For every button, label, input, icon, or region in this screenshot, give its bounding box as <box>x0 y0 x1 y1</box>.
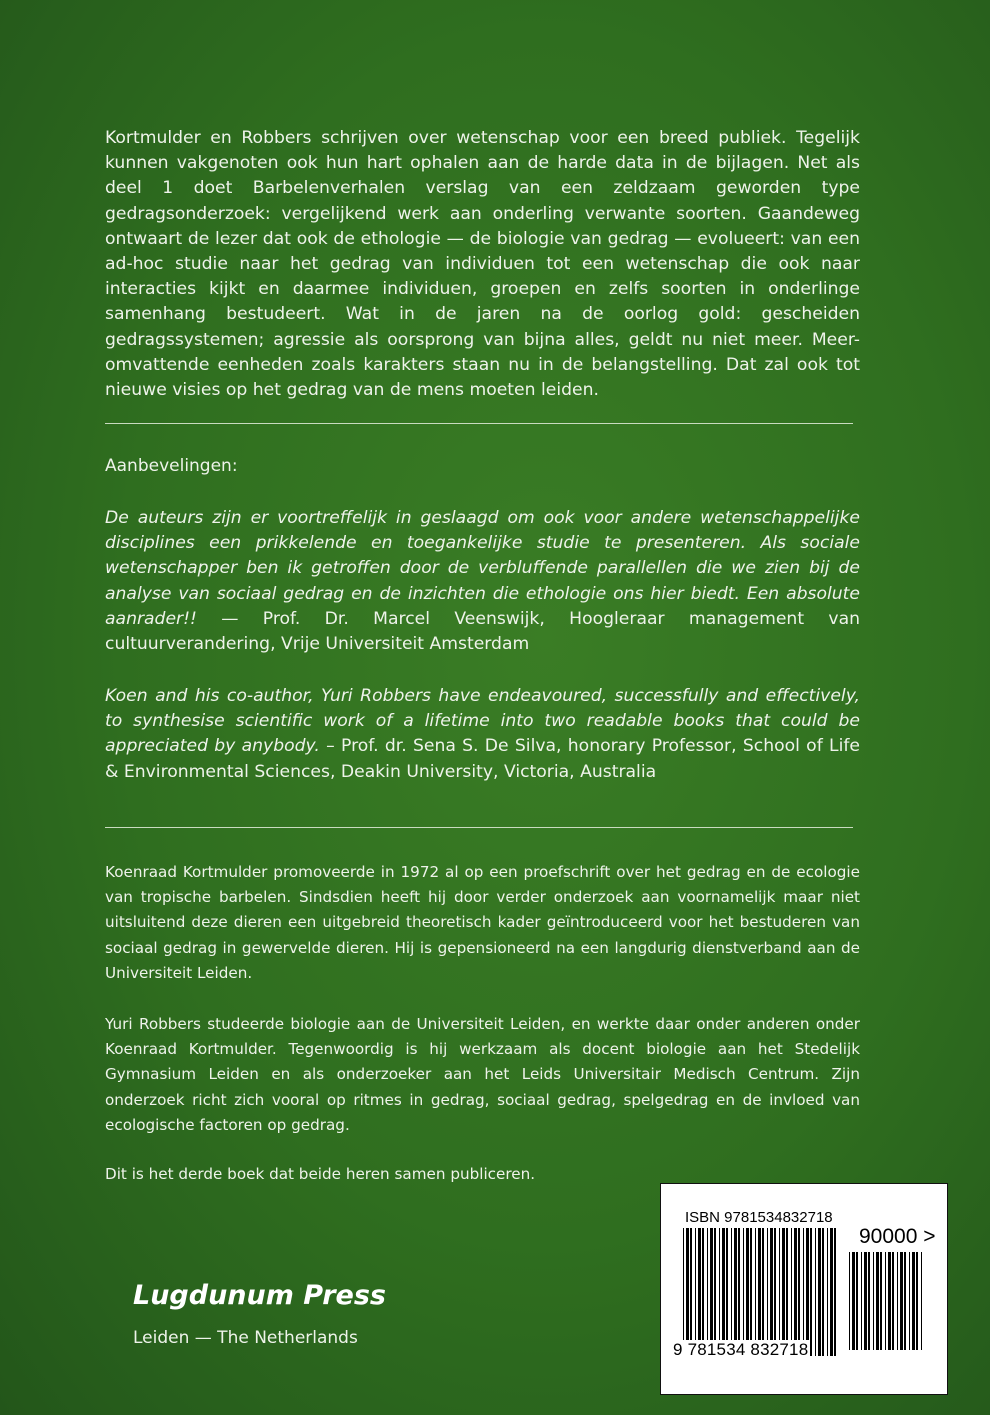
barcode-bar <box>686 1228 689 1356</box>
barcode-bar <box>868 1252 870 1350</box>
barcode-bar <box>726 1228 728 1356</box>
recommendation-2 <box>105 684 860 785</box>
recommendation-1 <box>105 506 860 657</box>
barcode-bar <box>791 1228 792 1356</box>
barcode-bar <box>767 1228 768 1356</box>
barcode-bar <box>876 1252 879 1350</box>
barcode-bar <box>738 1228 740 1356</box>
recommendation-2-attribution: – Prof. dr. Sena S. De Silva, honorary Professor, School of Life & Environmental Sciences, Deakin University, Victoria, Australia <box>105 736 861 782</box>
barcode-bar <box>864 1252 867 1350</box>
barcode-bar <box>794 1228 797 1356</box>
recommendation-1-quote: De auteurs zijn er voortreffelijk in geslaagd om ook voor andere wetenschappelijke disciplines een prikkelende en toegankelijke studie te presenteren. Als sociale wetenschapper ben ik getroffen door de verbluffende parallellen die we zien bij de analyse van sociaal gedrag en de inzichten die ethologie ons hier biedt. Een absolute aanrader!! <box>105 508 860 629</box>
barcode-bar <box>774 1228 776 1356</box>
author-bio-robbers: Yuri Robbers studeerde biologie aan de Universiteit Leiden, en werkte daar onder anderen onder Koenraad Kortmulder. Tegenwoordig is hij werkzaam als docent biologie aan het Stedelijk Gymnasium Leiden en als onderzoeker aan het Leids Universitair Medisch Centrum. Zijn onderzoek richt zich vooral op ritmes in gedrag, sociaal gedrag, spelgedrag en de invloed van ecologische factoren op gedrag. <box>105 1015 860 1134</box>
isbn-barcode <box>660 1183 948 1395</box>
barcode-bar <box>758 1228 761 1356</box>
barcode-bar <box>888 1252 891 1350</box>
barcode-bar <box>683 1228 684 1356</box>
barcode-bar <box>880 1252 882 1350</box>
recommendation-2-quote: Koen and his co-author, Yuri Robbers have endeavoured, successfully and effectively, to synthesise scientific work of a lifetime into two readable books that could be appreciated by anybody. <box>105 686 860 757</box>
barcode-bar <box>722 1228 725 1356</box>
barcode-bar <box>822 1228 824 1356</box>
divider-top <box>105 423 853 424</box>
divider-bottom <box>105 827 853 828</box>
barcode-bar <box>830 1228 833 1356</box>
barcode-bar <box>810 1228 812 1356</box>
barcode-bar <box>750 1228 752 1356</box>
barcode-bar <box>782 1228 785 1356</box>
barcode-bar <box>698 1228 701 1356</box>
barcode-bar <box>873 1252 874 1350</box>
barcode-bar <box>731 1228 732 1356</box>
barcode-bar <box>786 1228 788 1356</box>
barcode-bar <box>702 1228 704 1356</box>
barcode-bar <box>714 1228 716 1356</box>
barcode-bar <box>834 1228 836 1356</box>
barcode-bar <box>707 1228 708 1356</box>
barcode-bar <box>815 1228 816 1356</box>
barcode-bar <box>762 1228 764 1356</box>
barcode-bar <box>734 1228 737 1356</box>
recommendations-heading: Aanbevelingen: <box>105 456 238 476</box>
publisher-place: Leiden — The Netherlands <box>133 1328 358 1348</box>
barcode-bar <box>743 1228 744 1356</box>
barcode-bar <box>892 1252 894 1350</box>
barcode-bar <box>803 1228 804 1356</box>
barcode-bar <box>852 1252 855 1350</box>
barcode-bar <box>690 1228 692 1356</box>
barcode-bar <box>921 1252 922 1350</box>
barcode-bar <box>746 1228 749 1356</box>
isbn-label: ISBN 9781534832718 <box>685 1209 833 1226</box>
barcode-bar <box>856 1252 858 1350</box>
barcode-bar <box>897 1252 898 1350</box>
final-note: Dit is het derde boek dat beide heren samen publiceren. <box>105 1165 536 1183</box>
price-code: 90000 > <box>859 1225 936 1248</box>
barcode-bar <box>806 1228 809 1356</box>
barcode-bar <box>849 1252 850 1350</box>
barcode-bar <box>909 1252 910 1350</box>
barcode-bar <box>755 1228 756 1356</box>
barcode-bar <box>827 1228 828 1356</box>
barcode-bar <box>818 1228 821 1356</box>
barcode-bar <box>770 1228 773 1356</box>
barcode-bar <box>861 1252 862 1350</box>
barcode-bar <box>912 1252 915 1350</box>
barcode-bar <box>779 1228 780 1356</box>
author-bio-kortmulder: Koenraad Kortmulder promoveerde in 1972 al op een proefschrift over het gedrag en de ecologie van tropische barbelen. Sindsdien heeft hij door verder onderzoek aan voornamelijk maar niet uitsluitend deze dieren een uitgebreid theoretisch kader geïntroduceerd voor het bestuderen van sociaal gedrag in gewervelde dieren. Hij is gepensioneerd na een langdurig dienstverband aan de Universiteit Leiden. <box>105 863 860 982</box>
barcode-bar <box>798 1228 800 1356</box>
barcode-bar <box>695 1228 696 1356</box>
barcode-bar <box>904 1252 906 1350</box>
blurb-paragraph: Kortmulder en Robbers schrijven over wetenschap voor een breed publiek. Tegelijk kunnen vakgenoten ook hun hart ophalen aan de harde data in de bijlagen. Net als deel 1 doet Barbelenverhalen verslag van een zeldzaam geworden type gedragsonderzoek: vergelijkend werk aan onderling verwante soorten. Gaandeweg ontwaart de lezer dat ook de ethologie — de biologie van gedrag — evolueert: van een ad-hoc studie naar het gedrag van individuen tot een wetenschap die ook naar interacties kijkt en daarmee individuen, groepen en zelfs soorten in onderlinge samenhang bestudeert. Wat in de jaren na de oorlog gold: gescheiden gedragssystemen; agressie als oorsprong van bijna alles, geldt nu niet meer. Meer-omvattende eenheden zoals karakters staan nu in de belangstelling. Dat zal ook tot nieuwe visies op het gedrag van de mens moeten leiden. <box>105 128 860 401</box>
barcode-bar <box>719 1228 720 1356</box>
barcode-bar <box>916 1252 918 1350</box>
barcode-bar <box>900 1252 903 1350</box>
recommendation-1-attribution: — Prof. Dr. Marcel Veenswijk, Hoogleraar management van cultuurverandering, Vrije Universiteit Amsterdam <box>105 608 860 655</box>
barcode-bar <box>885 1252 886 1350</box>
ean-digits: 9 781534 832718 <box>673 1340 809 1359</box>
publisher-name: Lugdunum Press <box>133 1280 387 1311</box>
barcode-bar <box>710 1228 713 1356</box>
